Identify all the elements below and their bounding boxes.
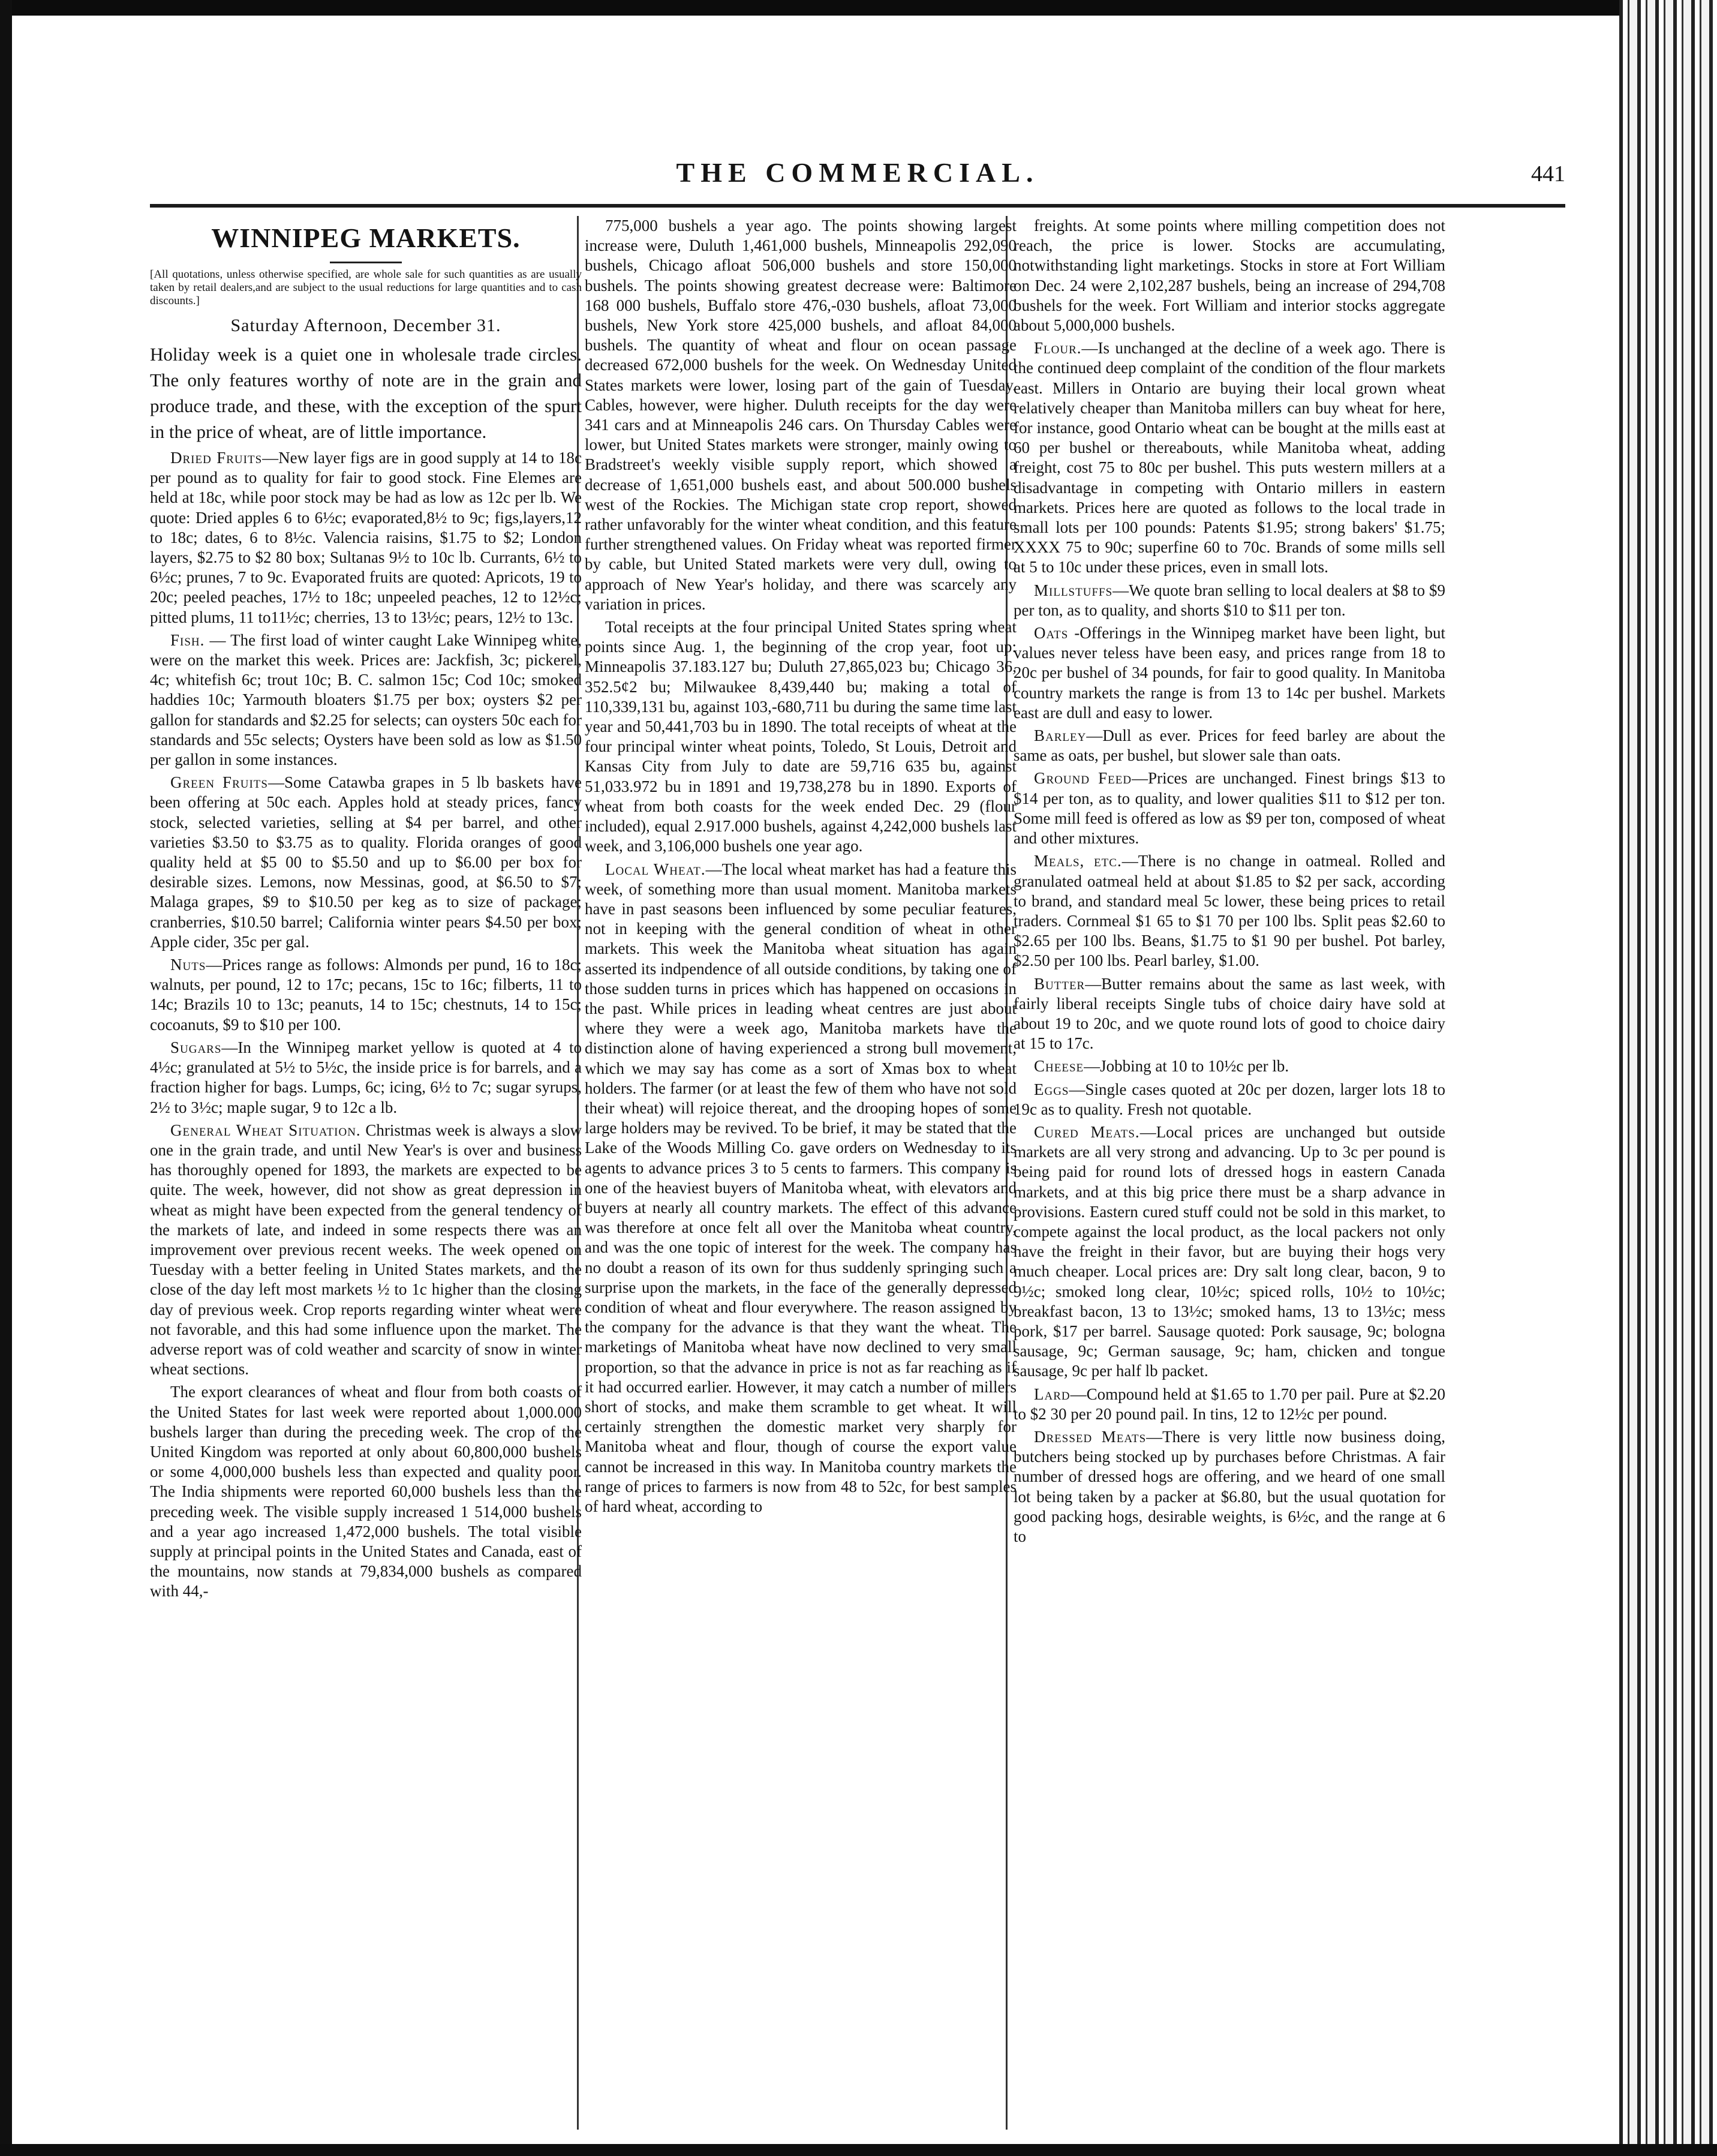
paragraph-text: —The local wheat market has had a feature this week, of something more than usual moment. Manitoba markets have in past seasons been influenced by some peculiar features, not in keeping with the general condition of wheat in other markets. This week the Manitoba wheat situation has again asserted its indpendence of all outside conditions, by taking one of those sudden turns in prices which has happened on occasions in the past. While prices in leading wheat centres are just about where they were a week ago, Manitoba markets have the distinction alone of having experienced a strong bull movement, which we may say has come as a sort of Xmas box to wheat holders. The farmer (or at least the few of them who have not sold their wheat) will rejoice thereat, and the drooping hopes of some large holders may be revived. To be brief, it may be stated that the Lake of the Woods Milling Co. gave orders on Wednesday to its agents to advance prices 3 to 5 cents to farmers. This company is one of the heaviest buyers of Manitoba wheat, with elevators and buyers at nearly all country markets. The effect of this advance was therefore at once felt all over the Manitoba wheat country, and was the one topic of interest for the week. The company has no doubt a reason of its own for thus suddenly springing such a surprise upon the markets, in the face of the generally depressed condition of wheat and flour everywhere. The reason assigned by the company for the advance is that they want the wheat. The marketings of Manitoba wheat have now declined to very small proportion, so that the advance in price is not as far reaching as if it had occurred earlier. However, it may catch a number of millers short of stocks, and make them scramble to get wheat. It will certainly strengthen the domestic market very sharply for Manitoba wheat and flour, though of course the export value cannot be increased in this way. In Manitoba country markets the range of prices to farmers is now from 48 to 52c, for best samples of hard wheat, according to bbox=[585, 860, 1017, 1515]
article-paragraph bbox=[1014, 1056, 1445, 1076]
paragraph-text: freights. At some points where milling competition does not reach, the price is lower. Stocks are accumulating, notwithstanding light marketings. Stocks in store at Fort William on Dec. 24 were 2,102,287 bushels, being an increase of 294,708 bushels for the week. Fort William and interior stocks aggregate about 5,000,000 bushels. bbox=[1014, 217, 1445, 335]
paragraph-subhead: Dried Fruits bbox=[170, 449, 263, 467]
paragraph-subhead: Dressed Meats bbox=[1034, 1427, 1147, 1446]
paragraph-text: —Prices are unchanged. Finest brings $13 to $14 per ton, as to quality, and lower qualities $11 to $12 per ton. Some mill feed is offered as low as $9 per ton, composed of wheat and other mixtures. bbox=[1014, 769, 1445, 848]
paragraph-text: —New layer figs are in good supply at 14 to 18c per pound as to quality for fair to good stock. Fine Elemes are held at 18c, while poor stock may be had as low as 12c per lb. We quote: Dried apples 6 to 6½c; evaporated,8½ to 9c; figs,layers,12 to 18c; dates, 6 to 8½c. Valencia raisins, $1.75 to $2; London layers, $2.75 to $2 80 box; Sultanas 9½ to 10c lb. Currants, 6½ to 6½c; prunes, 7 to 9c. Evaporated fruits are quoted: Apricots, 19 to 20c; peeled peaches, 17½ to 18c; unpeeled peaches, 12 to 12½c; pitted plums, 11 to11½c; cherries, 13 to 13½c; pears, 12½ to 13c. bbox=[150, 449, 582, 626]
quotation-note: [All quotations, unless otherwise specified, are whole sale for such quantities as are usually taken by retail dealers,and are subject to the usual reductions for large quantities and to cash discounts.] bbox=[150, 268, 582, 307]
article-paragraph bbox=[150, 1121, 582, 1380]
article-paragraph bbox=[150, 1038, 582, 1118]
article-paragraph bbox=[1014, 1122, 1445, 1382]
column-1-body bbox=[150, 448, 582, 1602]
paragraph-subhead: Ground Feed bbox=[1034, 769, 1132, 788]
paragraph-subhead: Cheese bbox=[1034, 1057, 1084, 1076]
article-paragraph bbox=[1014, 338, 1445, 577]
paragraph-text: —Local prices are unchanged but outside markets are all very strong and advancing. Up to 3c per pound is being paid for round lots of dressed hogs in eastern Canada markets, and at this big price there must be a sharp advance in provisions. Eastern cured stuff could not be sold in this market, to compete against the local product, as the local packers not only have the freight in their favor, but are buying their hogs very much cheaper. Local prices are: Dry salt long clear, bacon, 9 to 9½c; smoked long clear, 10½c; spiced rolls, 10½ to 10½c; breakfast bacon, 13 to 13½c; smoked hams, 13 to 13½c; mess pork, $17 per barrel. Sausage quoted: Pork sausage, 9c; bologna sausage, 9c; German sausage, 9c; ham, chicken and tongue sausage, 9c per half lb packet. bbox=[1014, 1122, 1445, 1380]
paragraph-text: —Jobbing at 10 to 10½c per lb. bbox=[1084, 1057, 1289, 1076]
masthead: THE COMMERCIAL. bbox=[676, 157, 1039, 188]
paragraph-text: —Is unchanged at the decline of a week ago. There is the continued deep complaint of the condition of the flour markets east. Millers in Ontario are buying their local grown wheat relatively cheaper than Manitoba millers can buy wheat for here, for instance, good Ontario wheat can be bought at the mills east at 60 per bushel or thereabouts, while Manitoba wheat, adding freight, cost 75 to 80c per bushel. This puts western millers at a disadvantage in competing with Ontario millers in eastern markets. Prices here are quoted as follows to the local trade in small lots per 100 pounds: Patents $1.95; strong bakers' $1.75; XXXX 75 to 90c; superfine 60 to 70c. Brands of some mills sell at 5 to 10c under these prices, even in small lots. bbox=[1014, 339, 1445, 576]
article-paragraph bbox=[150, 955, 582, 1035]
article-paragraph bbox=[1014, 974, 1445, 1054]
paragraph-subhead: Eggs bbox=[1034, 1080, 1069, 1098]
column-1 bbox=[150, 216, 582, 2130]
header-rule bbox=[150, 204, 1565, 208]
paragraph-subhead: Lard bbox=[1034, 1385, 1071, 1403]
scan-border-bottom bbox=[0, 2144, 1717, 2156]
article-paragraph bbox=[1014, 1385, 1445, 1424]
column-2 bbox=[585, 216, 1017, 2130]
paragraph-text: —We quote bran selling to local dealers at $8 to $9 per ton, as to quality, and shorts $10 to $11 per ton. bbox=[1014, 581, 1445, 619]
paragraph-text: — The first load of winter caught Lake Winnipeg white, were on the market this week. Prices are: Jackfish, 3c; pickerel, 4c; whitefish 6c; trout 10c; B. C. salmon 15c; Cod 10c; smoked haddies 10c; Yarmouth bloaters $1.75 per box; oysters $2 per gallon for standards and $2.25 for selects; can oysters 50c each for standards and 55c selects; Oysters have been sold as low as $1.50 per gallon in some instances. bbox=[150, 630, 582, 769]
article-paragraph bbox=[1014, 726, 1445, 765]
article-paragraph bbox=[1014, 768, 1445, 848]
article-paragraph bbox=[585, 860, 1017, 1517]
paragraph-subhead: Flour. bbox=[1034, 339, 1082, 358]
column-3-body bbox=[1014, 216, 1445, 1547]
paragraph-subhead: Green Fruits bbox=[170, 773, 268, 792]
paragraph-subhead: Local Wheat. bbox=[605, 860, 706, 878]
paragraph-subhead: Nuts bbox=[170, 956, 206, 974]
paragraph-subhead: Oats bbox=[1034, 624, 1069, 642]
paragraph-subhead: Fish. bbox=[170, 630, 205, 649]
paragraph-subhead: Meals, etc. bbox=[1034, 852, 1122, 870]
lead-paragraph: Holiday week is a quiet one in wholesale trade circles. The only features worthy of note are in the grain and produce trade, and these, with the exception of the spurt in the price of wheat, are of little importance. bbox=[150, 344, 582, 442]
paragraph-text: —Butter remains about the same as last week, with fairly liberal receipts Single tubs of choice dairy have sold at about 19 to 20c, and we quote round lots of good to choice dairy at 15 to 17c. bbox=[1014, 974, 1445, 1053]
paragraph-subhead: Sugars bbox=[170, 1038, 222, 1056]
article-paragraph bbox=[1014, 1080, 1445, 1119]
dateline: Saturday Afternoon, December 31. bbox=[230, 316, 501, 335]
paragraph-text: —Prices range as follows: Almonds per pund, 16 to 18c; walnuts, per pound, 12 to 17c; pecans, 15c to 16c; filberts, 11 to 14c; Brazils 10 to 13c; peanuts, 14 to 15c; chestnuts, 14 to 15c; cocoanuts, $9 to $10 per 100. bbox=[150, 956, 582, 1034]
article-paragraph bbox=[1014, 216, 1445, 335]
section-title: WINNIPEG MARKETS. bbox=[211, 223, 521, 253]
article-paragraph bbox=[1014, 1427, 1445, 1547]
paragraph-text: —There is very little now business doing, butchers being stocked up by purchases before Christmas. A fair number of dressed hogs are offering, and we heard of one small lot being taken by a packer at $6.80, but the usual quotation for good packing hogs, desirable weights, is 6½c, and the range at 6 to bbox=[1014, 1427, 1445, 1545]
column-3 bbox=[1014, 216, 1445, 2130]
paragraph-text: —Single cases quoted at 20c per dozen, larger lots 18 to 19c as to quality. Fresh not quotable. bbox=[1014, 1080, 1445, 1118]
title-rule bbox=[330, 262, 402, 263]
article-paragraph bbox=[150, 630, 582, 770]
article-paragraph bbox=[585, 617, 1017, 856]
paragraph-text: 775,000 bushels a year ago. The points showing largest increase were, Duluth 1,461,000 bushels, Minneapolis 292,090 bushels, Chicago afloat 506,000 bushels and store 150,000 bushels. The points showing greatest decrease were: Baltimore 168 000 bushels, Buffalo store 476,-030 bushels, afloat 73,000 bushels, New York store 425,000 bushels, and afloat 84,000 bushels. The quantity of wheat and flour on ocean passage decreased 672,000 bushels for the week. On Wednesday United States markets were lower, losing part of the gain of Tuesday. Cables, however, were higher. Duluth receipts for the day were 341 cars and at Minneapolis 246 cars. On Thursday Cables were lower, but United States markets were stronger, mainly owing to Bradstreet's weekly visible supply report, which showed a decrease of 1,651,000 bushels east, and about 500.000 bushels west of the Rockies. The Michigan state crop report, showed rather unfavorably for the winter wheat condition, and this feature further strengthened values. On Friday wheat was reported firmer by cable, but United Stated markets were very dull, owing to approach of New Year's holiday, and there was scarcely any variation in prices. bbox=[585, 217, 1017, 613]
article-paragraph bbox=[1014, 851, 1445, 971]
paragraph-text: Christmas week is always a slow one in the grain trade, and until New Year's is over and business has thoroughly opened for 1893, the markets are expected to be quite. The week, however, did not show as great depression in wheat as might have been expected from the general tendency of the markets of late, and indeed in some respects there was an improvement over previous recent weeks. The week opened on Tuesday with a better feeling in United States markets, and the close of the day left most markets ½ to 1c higher than the closing day of previous week. Crop reports regarding winter wheat were not favorable, and this had some influence upon the market. The adverse report was of cold weather and scarcity of snow in winter wheat sections. bbox=[150, 1121, 582, 1379]
running-head bbox=[150, 155, 1565, 197]
article-paragraph bbox=[1014, 581, 1445, 620]
paragraph-subhead: Cured Meats. bbox=[1034, 1122, 1140, 1141]
paragraph-subhead: Barley bbox=[1034, 726, 1087, 745]
paragraph-subhead: Butter bbox=[1034, 974, 1085, 993]
page-number: 441 bbox=[1531, 161, 1565, 187]
column-2-body bbox=[585, 216, 1017, 1517]
scan-border-left bbox=[0, 0, 12, 2156]
paragraph-text: —In the Winnipeg market yellow is quoted at 4 to 4½c; granulated at 5½ to 5½c, the inside price is for barrels, and a fraction higher for bags. Lumps, 6c; icing, 6½ to 7c; sugar syrups, 2½ to 3½c; maple sugar, 9 to 12c a lb. bbox=[150, 1038, 582, 1116]
paragraph-subhead: General Wheat Situation. bbox=[170, 1121, 361, 1139]
paragraph-text: —Dull as ever. Prices for feed barley are about the same as oats, per bushel, but slower sale than oats. bbox=[1014, 726, 1445, 765]
paragraph-text: The export clearances of wheat and flour from both coasts of the United States for last week were reported about 1,000.000 bushels larger than during the preceding week. The crop of the United Kingdom was reported at only about 60,800,000 bushels or some 4,000,000 bushels less than expected and quality poor. The India shipments were reported 60,000 bushels less than the preceding week. The visible supply increased 1 514,000 bushels and a year ago increased 1,472,000 bushels. The total visible supply at principal points in the United States and Canada, east of the mountains, now stands at 79,834,000 bushels as compared with 44,- bbox=[150, 1383, 582, 1601]
paragraph-text: Total receipts at the four principal United States spring wheat points since Aug. 1, the beginning of the crop year, foot up: Minneapolis 37.183.127 bu; Duluth 27,865,023 bu; Chicago 36, 352.5¢2 bu; Milwaukee 8,439,440 bu; making a total of 110,339,131 bu, against 103,-680,711 bu during the same time last year and 50,441,703 bu in 1890. The total receipts of wheat at the four principal winter wheat points, Toledo, St Louis, Detroit and Kansas City from July to date are 59,716 635 bu, against 51,033.972 bu in 1891 and 19,738,278 bu in 1890. Exports of wheat from both coasts for the week ended Dec. 29 (flour included), equal 2.917.000 bushels, against 4,242,000 bushels last week, and 3,106,000 bushels one year ago. bbox=[585, 618, 1017, 855]
scan-binding-edge bbox=[1619, 0, 1717, 2156]
article-paragraph bbox=[150, 1382, 582, 1601]
article-paragraph bbox=[585, 216, 1017, 614]
article-paragraph bbox=[1014, 623, 1445, 723]
paragraph-subhead: Millstuffs bbox=[1034, 581, 1113, 599]
paragraph-text: —There is no change in oatmeal. Rolled and granulated oatmeal held at about $1.85 to $2 per sack, according to brand, and standard meal 5c lower, these being prices to retail traders. Cornmeal $1 65 to $1 70 per 100 lbs. Split peas $2.60 to $2.65 per 100 lbs. Beans, $1.75 to $1 90 per bushel. Pot barley, $2.50 per 100 lbs. Pearl barley, $1.00. bbox=[1014, 852, 1445, 970]
paragraph-text: —Compound held at $1.65 to 1.70 per pail. Pure at $2.20 to $2 30 per 20 pound pail. In tins, 12 to 12½c per pound. bbox=[1014, 1385, 1445, 1423]
scan-border-top bbox=[0, 0, 1717, 16]
article-paragraph bbox=[150, 773, 582, 952]
paragraph-text: —Some Catawba grapes in 5 lb baskets have been offering at 50c each. Apples hold at steady prices, fancy stock, selected varieties, selling at $4 per barrel, and other varieties $3.50 to $3.75 as to quality. Florida oranges of good quality held at $5 00 to $5.50 and up to $6.00 per box for desirable sizes. Lemons, now Messinas, good, at $6.50 to $7; Malaga grapes, $9 to $10.50 per keg as to size of package; cranberries, $10.50 barrel; California winter pears $4.50 per box; Apple cider, 35c per gal. bbox=[150, 773, 582, 951]
article-paragraph bbox=[150, 448, 582, 627]
paragraph-text: -Offerings in the Winnipeg market have been light, but values never teless have been easy, and prices range from 18 to 20c per bushel of 34 pounds, for fair to good quality. In Manitoba country markets the range is from 13 to 14c per bushel. Markets east are dull and easy to lower. bbox=[1014, 624, 1445, 722]
